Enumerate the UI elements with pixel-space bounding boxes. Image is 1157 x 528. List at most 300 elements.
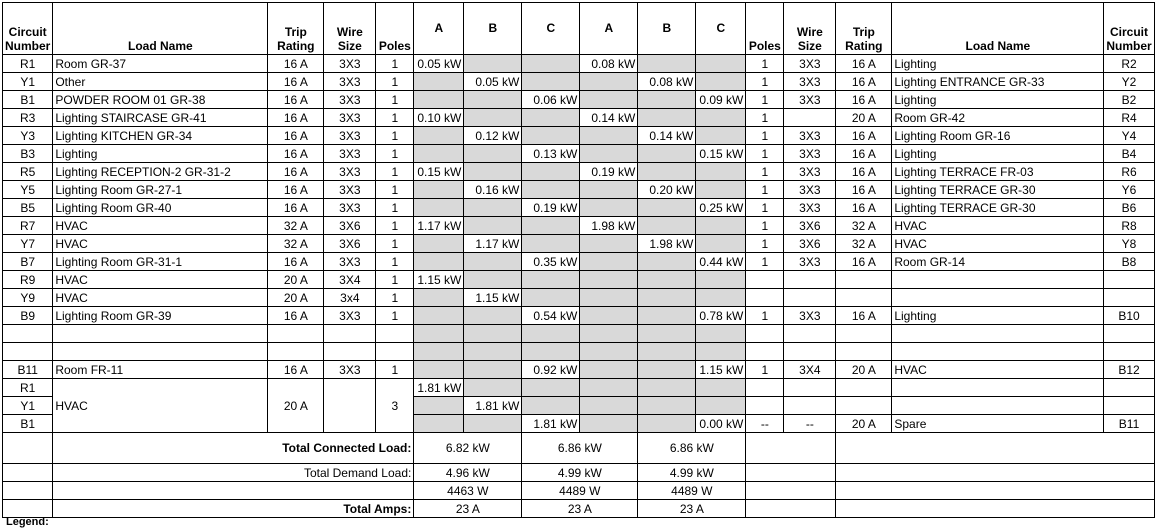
load-name: HVAC — [53, 379, 268, 433]
phase-load-cell — [464, 325, 522, 343]
load-name: Lighting — [53, 145, 268, 163]
poles — [746, 271, 784, 289]
phase-load-cell — [464, 109, 522, 127]
load-name: Lighting ENTRANCE GR-33 — [892, 73, 1104, 91]
phase-load-cell — [464, 361, 522, 379]
phase-load-cell — [522, 163, 580, 181]
poles: 1 — [746, 91, 784, 109]
load-name: HVAC — [53, 235, 268, 253]
phase-load-cell — [522, 271, 580, 289]
phase-load-cell: 0.54 kW — [522, 307, 580, 325]
poles: 1 — [746, 361, 784, 379]
circuit-number: B7 — [3, 253, 53, 271]
circuit-number: R7 — [3, 217, 53, 235]
poles: 1 — [376, 181, 414, 199]
trip-rating: 16 A — [836, 127, 892, 145]
total-connected-load-label: Total Connected Load: — [53, 433, 414, 464]
phase-load-cell — [638, 55, 696, 73]
header-phase-c: C — [696, 3, 746, 55]
phase-load-cell: 1.17 kW — [464, 235, 522, 253]
phase-load-cell — [696, 109, 746, 127]
wire-size: 3X3 — [784, 163, 836, 181]
trip-rating: 32 A — [836, 217, 892, 235]
phase-total-value: 23 A — [414, 500, 522, 518]
phase-load-cell: 0.08 kW — [580, 55, 638, 73]
circuit-number: Y6 — [1104, 181, 1154, 199]
wire-size — [784, 271, 836, 289]
wire-size: 3X3 — [324, 163, 376, 181]
phase-load-cell — [464, 55, 522, 73]
load-name: Lighting — [892, 145, 1104, 163]
phase-load-cell — [638, 109, 696, 127]
circuit-number: Y4 — [1104, 127, 1154, 145]
phase-load-cell — [414, 325, 464, 343]
poles: 1 — [376, 109, 414, 127]
load-name — [892, 379, 1104, 397]
poles: 1 — [376, 55, 414, 73]
phase-load-cell — [580, 307, 638, 325]
phase-total-value: 4.99 kW — [522, 464, 638, 482]
phase-load-cell — [638, 397, 696, 415]
circuit-number: R4 — [1104, 109, 1154, 127]
header-poles: Poles — [376, 3, 414, 55]
trip-rating: 16 A — [836, 163, 892, 181]
load-name: Room GR-14 — [892, 253, 1104, 271]
circuit-number: R6 — [1104, 163, 1154, 181]
circuit-number: B11 — [1104, 415, 1154, 433]
phase-load-cell — [464, 199, 522, 217]
wire-size: 3X3 — [324, 181, 376, 199]
trip-rating — [268, 325, 324, 343]
wire-size — [784, 379, 836, 397]
phase-load-cell — [464, 415, 522, 433]
load-name: Lighting RECEPTION-2 GR-31-2 — [53, 163, 268, 181]
phase-load-cell — [464, 307, 522, 325]
wire-size: 3X4 — [784, 361, 836, 379]
circuit-row — [3, 73, 1155, 91]
phase-load-cell: 1.98 kW — [638, 235, 696, 253]
wire-size — [784, 343, 836, 361]
wire-size: 3X3 — [324, 73, 376, 91]
load-name: POWDER ROOM 01 GR-38 — [53, 91, 268, 109]
total-demand-watts-row — [3, 482, 1155, 500]
circuit-number — [1104, 379, 1154, 397]
phase-load-cell — [522, 289, 580, 307]
wire-size — [784, 397, 836, 415]
circuit-number: R3 — [3, 109, 53, 127]
spacer — [836, 500, 1154, 518]
poles: 1 — [746, 217, 784, 235]
panel-schedule-table — [2, 2, 1155, 518]
poles: 1 — [746, 163, 784, 181]
circuit-row — [3, 361, 1155, 379]
circuit-row — [3, 109, 1155, 127]
phase-load-cell — [522, 109, 580, 127]
trip-rating: 20 A — [268, 379, 324, 433]
phase-load-cell: 0.10 kW — [414, 109, 464, 127]
phase-load-cell — [638, 307, 696, 325]
circuit-number: Y8 — [1104, 235, 1154, 253]
wire-size — [784, 109, 836, 127]
circuit-number: Y9 — [3, 289, 53, 307]
trip-rating: 16 A — [268, 55, 324, 73]
trip-rating: 20 A — [836, 109, 892, 127]
wire-size: 3X3 — [784, 91, 836, 109]
phase-load-cell — [522, 55, 580, 73]
phase-load-cell — [522, 343, 580, 361]
phase-load-cell — [580, 181, 638, 199]
phase-load-cell — [696, 379, 746, 397]
phase-load-cell — [580, 73, 638, 91]
circuit-number: B8 — [1104, 253, 1154, 271]
trip-rating: 20 A — [836, 361, 892, 379]
phase-load-cell — [464, 271, 522, 289]
phase-load-cell: 0.12 kW — [464, 127, 522, 145]
circuit-row — [3, 289, 1155, 307]
spacer — [3, 500, 53, 518]
load-name: Lighting Room GR-40 — [53, 199, 268, 217]
wire-size: 3X3 — [784, 253, 836, 271]
load-name — [53, 325, 268, 343]
trip-rating: 16 A — [836, 145, 892, 163]
trip-rating: 32 A — [268, 217, 324, 235]
phase-total-value: 6.86 kW — [522, 433, 638, 464]
poles: 1 — [746, 199, 784, 217]
phase-load-cell: 1.15 kW — [414, 271, 464, 289]
trip-rating: 16 A — [268, 91, 324, 109]
phase-load-cell: 0.14 kW — [638, 127, 696, 145]
wire-size: 3X3 — [324, 91, 376, 109]
phase-load-cell — [638, 361, 696, 379]
phase-load-cell — [638, 325, 696, 343]
load-name: Spare — [892, 415, 1104, 433]
circuit-number: B2 — [1104, 91, 1154, 109]
phase-load-cell — [522, 325, 580, 343]
phase-load-cell — [696, 343, 746, 361]
poles: 1 — [376, 91, 414, 109]
trip-rating — [268, 343, 324, 361]
load-name: Lighting KITCHEN GR-34 — [53, 127, 268, 145]
circuit-number: B6 — [1104, 199, 1154, 217]
phase-load-cell: 0.44 kW — [696, 253, 746, 271]
load-name: Lighting Room GR-27-1 — [53, 181, 268, 199]
header-phase-b: B — [638, 3, 696, 55]
phase-load-cell — [696, 73, 746, 91]
load-name: Other — [53, 73, 268, 91]
trip-rating: 16 A — [836, 73, 892, 91]
load-name: Lighting Room GR-16 — [892, 127, 1104, 145]
circuit-number: R9 — [3, 271, 53, 289]
circuit-row — [3, 163, 1155, 181]
phase-load-cell: 0.06 kW — [522, 91, 580, 109]
phase-load-cell: 1.98 kW — [580, 217, 638, 235]
circuit-row — [3, 325, 1155, 343]
load-name: HVAC — [892, 217, 1104, 235]
load-name: Lighting — [892, 307, 1104, 325]
phase-load-cell: 0.25 kW — [696, 199, 746, 217]
circuit-number: B1 — [3, 91, 53, 109]
poles — [376, 343, 414, 361]
phase-load-cell: 0.16 kW — [464, 181, 522, 199]
load-name: Lighting TERRACE GR-30 — [892, 181, 1104, 199]
trip-rating: 20 A — [836, 415, 892, 433]
phase-load-cell — [464, 163, 522, 181]
phase-load-cell — [580, 361, 638, 379]
trip-rating: 16 A — [836, 181, 892, 199]
phase-load-cell — [522, 181, 580, 199]
load-name: HVAC — [53, 271, 268, 289]
phase-load-cell — [638, 91, 696, 109]
wire-size: 3X3 — [324, 199, 376, 217]
phase-load-cell — [414, 415, 464, 433]
header-row — [3, 3, 1155, 55]
load-name: Room GR-37 — [53, 55, 268, 73]
header-wire-size: Wire Size — [324, 3, 376, 55]
trip-rating: 16 A — [836, 55, 892, 73]
phase-total-value: 4.96 kW — [414, 464, 522, 482]
poles: 1 — [746, 73, 784, 91]
wire-size: 3X3 — [784, 127, 836, 145]
poles: 1 — [376, 163, 414, 181]
load-name: Lighting STAIRCASE GR-41 — [53, 109, 268, 127]
phase-load-cell: 0.05 kW — [464, 73, 522, 91]
phase-load-cell: 0.78 kW — [696, 307, 746, 325]
trip-rating: 16 A — [836, 199, 892, 217]
phase-load-cell — [638, 343, 696, 361]
phase-load-cell — [696, 271, 746, 289]
poles: 1 — [376, 289, 414, 307]
poles: 1 — [376, 253, 414, 271]
load-name — [892, 271, 1104, 289]
circuit-number: R2 — [1104, 55, 1154, 73]
wire-size — [784, 325, 836, 343]
poles: 1 — [376, 145, 414, 163]
phase-total-value: 4489 W — [638, 482, 746, 500]
circuit-number — [1104, 289, 1154, 307]
phase-load-cell — [638, 253, 696, 271]
trip-rating — [836, 289, 892, 307]
spacer — [746, 464, 836, 482]
phase-load-cell — [580, 271, 638, 289]
total-connected-row — [3, 433, 1155, 464]
phase-total-value: 4489 W — [522, 482, 638, 500]
poles — [746, 397, 784, 415]
wire-size: 3X3 — [784, 73, 836, 91]
phase-load-cell — [580, 397, 638, 415]
phase-load-cell: 0.35 kW — [522, 253, 580, 271]
circuit-row — [3, 343, 1155, 361]
phase-load-cell — [580, 379, 638, 397]
trip-rating — [836, 379, 892, 397]
circuit-number: B5 — [3, 199, 53, 217]
poles: 1 — [376, 361, 414, 379]
phase-load-cell — [414, 289, 464, 307]
phase-total-value: 23 A — [638, 500, 746, 518]
poles — [746, 325, 784, 343]
phase-load-cell — [522, 379, 580, 397]
load-name — [892, 325, 1104, 343]
wire-size: 3X6 — [324, 235, 376, 253]
circuit-number: B3 — [3, 145, 53, 163]
circuit-number: Y1 — [3, 73, 53, 91]
poles — [746, 343, 784, 361]
phase-load-cell — [464, 253, 522, 271]
phase-load-cell — [580, 145, 638, 163]
phase-load-cell — [522, 397, 580, 415]
circuit-number: Y5 — [3, 181, 53, 199]
panel-schedule — [2, 2, 1155, 528]
trip-rating — [836, 397, 892, 415]
trip-rating: 16 A — [268, 109, 324, 127]
phase-load-cell — [464, 145, 522, 163]
header-wire-size: Wire Size — [784, 3, 836, 55]
load-name: Lighting TERRACE FR-03 — [892, 163, 1104, 181]
wire-size: 3X3 — [324, 55, 376, 73]
trip-rating: 16 A — [268, 163, 324, 181]
header-load-name: Load Name — [53, 3, 268, 55]
phase-load-cell: 1.15 kW — [464, 289, 522, 307]
circuit-row — [3, 145, 1155, 163]
trip-rating: 16 A — [836, 253, 892, 271]
phase-load-cell — [580, 343, 638, 361]
phase-load-cell: 0.15 kW — [414, 163, 464, 181]
spacer — [3, 464, 53, 482]
phase-load-cell — [414, 307, 464, 325]
trip-rating: 16 A — [268, 73, 324, 91]
trip-rating: 16 A — [268, 145, 324, 163]
phase-load-cell — [522, 73, 580, 91]
poles — [746, 289, 784, 307]
load-name — [892, 289, 1104, 307]
poles: -- — [746, 415, 784, 433]
phase-load-cell — [414, 253, 464, 271]
phase-load-cell — [414, 343, 464, 361]
phase-load-cell: 1.81 kW — [464, 397, 522, 415]
phase-load-cell — [522, 217, 580, 235]
phase-load-cell — [580, 415, 638, 433]
phase-load-cell: 0.14 kW — [580, 109, 638, 127]
poles — [746, 379, 784, 397]
phase-load-cell — [638, 217, 696, 235]
phase-load-cell — [580, 289, 638, 307]
trip-rating: 16 A — [268, 181, 324, 199]
phase-load-cell — [638, 199, 696, 217]
trip-rating — [836, 325, 892, 343]
poles: 1 — [376, 73, 414, 91]
circuit-number — [1104, 271, 1154, 289]
spacer — [53, 482, 414, 500]
wire-size: 3X3 — [324, 307, 376, 325]
wire-size — [324, 379, 376, 433]
load-name: HVAC — [892, 361, 1104, 379]
wire-size: 3X3 — [324, 361, 376, 379]
wire-size — [324, 343, 376, 361]
circuit-row — [3, 235, 1155, 253]
wire-size: 3X3 — [324, 109, 376, 127]
phase-load-cell: 1.15 kW — [696, 361, 746, 379]
trip-rating: 16 A — [268, 253, 324, 271]
trip-rating: 16 A — [836, 307, 892, 325]
phase-load-cell — [522, 235, 580, 253]
phase-load-cell: 1.17 kW — [414, 217, 464, 235]
phase-load-cell — [696, 397, 746, 415]
wire-size: 3X6 — [784, 217, 836, 235]
phase-load-cell — [522, 127, 580, 145]
header-poles: Poles — [746, 3, 784, 55]
header-phase-a: A — [580, 3, 638, 55]
circuit-number — [1104, 343, 1154, 361]
phase-load-cell — [696, 127, 746, 145]
wire-size — [324, 325, 376, 343]
phase-load-cell — [638, 379, 696, 397]
load-name: Room GR-42 — [892, 109, 1104, 127]
phase-load-cell — [414, 145, 464, 163]
trip-rating: 16 A — [268, 307, 324, 325]
header-trip-rating: Trip Rating — [836, 3, 892, 55]
phase-load-cell — [414, 361, 464, 379]
phase-load-cell — [580, 235, 638, 253]
circuit-row — [3, 199, 1155, 217]
circuit-row — [3, 91, 1155, 109]
circuit-number: R5 — [3, 163, 53, 181]
spacer — [746, 433, 836, 464]
phase-load-cell — [638, 145, 696, 163]
phase-load-cell: 0.19 kW — [580, 163, 638, 181]
wire-size: 3X3 — [784, 307, 836, 325]
load-name: Lighting — [892, 91, 1104, 109]
spacer — [836, 482, 1154, 500]
circuit-number — [1104, 325, 1154, 343]
poles: 1 — [376, 307, 414, 325]
phase-load-cell: 0.05 kW — [414, 55, 464, 73]
spacer — [3, 482, 53, 500]
load-name: HVAC — [892, 235, 1104, 253]
poles: 1 — [376, 127, 414, 145]
phase-load-cell — [414, 91, 464, 109]
phase-load-cell — [414, 127, 464, 145]
trip-rating: 20 A — [268, 271, 324, 289]
total-amps-row — [3, 500, 1155, 518]
circuit-number — [3, 325, 53, 343]
phase-load-cell: 0.19 kW — [522, 199, 580, 217]
phase-total-value: 4.99 kW — [638, 464, 746, 482]
trip-rating: 16 A — [836, 91, 892, 109]
circuit-number: Y3 — [3, 127, 53, 145]
load-name: Lighting Room GR-39 — [53, 307, 268, 325]
load-name: Lighting Room GR-31-1 — [53, 253, 268, 271]
phase-load-cell — [696, 55, 746, 73]
circuit-number: B1 — [3, 415, 53, 433]
trip-rating — [836, 343, 892, 361]
phase-load-cell — [414, 73, 464, 91]
legend-label: Legend: — [6, 516, 49, 528]
poles: 1 — [376, 199, 414, 217]
phase-load-cell: 0.13 kW — [522, 145, 580, 163]
circuit-row — [3, 379, 1155, 397]
poles — [376, 325, 414, 343]
circuit-row — [3, 271, 1155, 289]
circuit-number: Y2 — [1104, 73, 1154, 91]
load-name: Lighting TERRACE GR-30 — [892, 199, 1104, 217]
header-phase-a: A — [414, 3, 464, 55]
circuit-number: R8 — [1104, 217, 1154, 235]
load-name: Room FR-11 — [53, 361, 268, 379]
circuit-number: R1 — [3, 379, 53, 397]
poles: 1 — [746, 127, 784, 145]
poles: 1 — [376, 271, 414, 289]
spacer — [836, 464, 1154, 482]
phase-load-cell — [696, 235, 746, 253]
